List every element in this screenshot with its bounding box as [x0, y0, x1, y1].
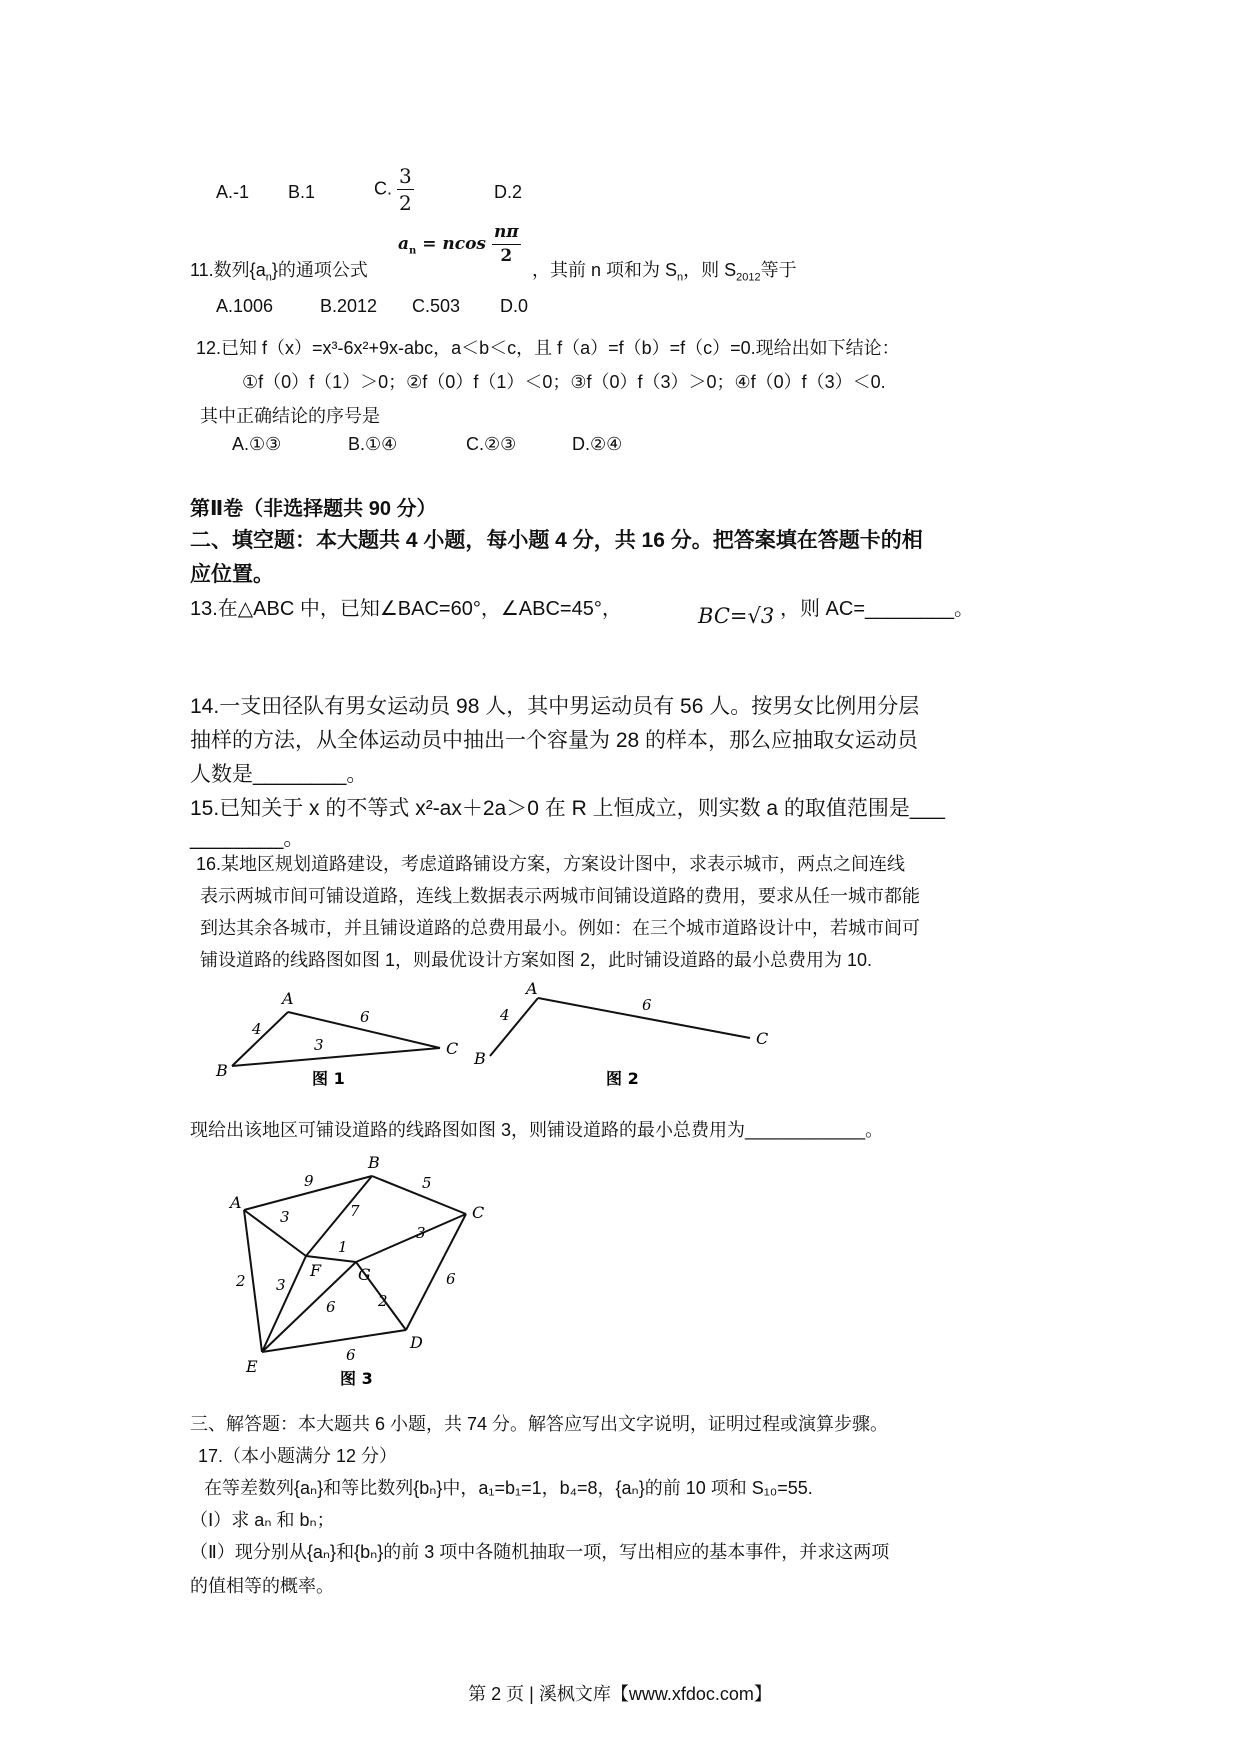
q11-stem: [190, 256, 368, 284]
fraction-denominator: 2: [399, 191, 412, 215]
fig3-weight-ab: 9: [304, 1172, 314, 1190]
q11-sub-n: n: [265, 271, 272, 284]
q12-option-a: A.①③: [232, 434, 282, 454]
q14-line1: 14.一支田径队有男女运动员 98 人，其中男运动员有 56 人。按男女比例用分层: [190, 695, 920, 718]
q11-end: 等于: [760, 260, 797, 280]
q10-option-b: B.1: [288, 182, 316, 202]
fraction-numerator: 3: [399, 164, 412, 188]
q11-formula-lhs: a: [398, 234, 410, 254]
fig3-edge-ae: [244, 1210, 262, 1352]
fig3-weight-eg: 6: [326, 1298, 336, 1316]
fig2-weight-ac: 6: [642, 996, 652, 1014]
q16-after: 现给出该地区可铺设道路的线路图如图 3，则铺设道路的最小总费用为____________。: [190, 1120, 884, 1140]
fig3-caption: 图 3: [340, 1369, 373, 1388]
q11-mid: }的通项公式: [271, 260, 368, 280]
fig2-label-a: A: [526, 980, 538, 998]
fig3-weight-gd: 2: [378, 1292, 388, 1310]
fig3-weight-af: 3: [280, 1208, 290, 1226]
fig1-label-b: B: [216, 1061, 228, 1080]
fig1-weight-ac: 6: [360, 1008, 370, 1026]
q10-option-a: A.-1: [216, 182, 250, 202]
q11-formula: [398, 224, 521, 265]
q12-line1: 12.已知 f（x）=x³-6x²+9x-abc，a＜b＜c，且 f（a）=f（b）=f（c）=0.现给出如下结论：: [196, 338, 900, 358]
fig1-weight-ab: 4: [252, 1020, 262, 1038]
fig3-node-f: F: [310, 1261, 322, 1280]
q11-after2: ，则 S: [683, 260, 737, 280]
fig3-weight-ed: 6: [346, 1346, 356, 1364]
q12-option-c: C.②③: [466, 434, 517, 454]
q17-part1: （Ⅰ）求 aₙ 和 bₙ；: [190, 1510, 335, 1530]
q17-line1: 在等差数列{aₙ}和等比数列{bₙ}中，a₁=b₁=1，b₄=8，{aₙ}的前 10 项和 S₁₀=55.: [204, 1478, 813, 1498]
q13-formula: BC=√3: [698, 604, 775, 628]
fig3-edge-ed: [262, 1330, 406, 1352]
q12-option-d: D.②④: [572, 434, 623, 454]
fig1-label-c: C: [446, 1039, 459, 1058]
fig2-edge-ab: [490, 998, 538, 1056]
fig3-node-d: D: [410, 1333, 423, 1352]
q10-option-c-fraction: [397, 166, 414, 213]
q16-line2: 表示两城市间可铺设道路，连线上数据表示两城市间铺设道路的费用，要求从任一城市都能: [200, 886, 920, 906]
q12-line2: ①f（0）f（1）＞0；②f（0）f（1）＜0；③f（0）f（3）＞0；④f（0）f（3）＜0.: [242, 372, 886, 392]
fig3-weight-bf: 7: [350, 1202, 360, 1220]
q10-option-c: [374, 166, 414, 213]
q17-part2-line2: 的值相等的概率。: [190, 1576, 334, 1596]
fig3-weight-cd: 6: [446, 1270, 456, 1288]
q11-formula-eq: = ncos: [422, 234, 487, 254]
page-footer: 第 2 页 | 溪枫文库【www.xfdoc.com】: [468, 1684, 772, 1704]
q17-title: 17.（本小题满分 12 分）: [198, 1446, 398, 1466]
q15-line1: 15.已知关于 x 的不等式 x²-ax＋2a＞0 在 R 上恒成立，则实数 a 的取值范围是___: [190, 797, 945, 820]
q13-end: ，则 AC=________。: [780, 598, 975, 620]
fig3-node-a: A: [230, 1193, 242, 1212]
fraction-numerator: nπ: [492, 224, 521, 245]
fig3-node-g: G: [358, 1265, 371, 1284]
fig2: [473, 980, 768, 1088]
fig3-weight-ae: 2: [236, 1272, 246, 1290]
q12-option-b: B.①④: [348, 434, 398, 454]
fig3-weight-gc: 3: [416, 1224, 426, 1242]
fig1-fig2-diagram: [190, 980, 810, 1100]
q11-option-c: C.503: [412, 296, 461, 316]
q11-stem-end: [532, 256, 797, 284]
fig3-node-b: B: [368, 1153, 380, 1172]
fig1-label-a: A: [282, 989, 294, 1008]
q16-line4: 铺设道路的线路图如图 1，则最优设计方案如图 2，此时铺设道路的最小总费用为 10.: [200, 950, 873, 970]
fig1-edge-bc: [232, 1048, 440, 1066]
section2-heading-line1: 二、填空题：本大题共 4 小题，每小题 4 分，共 16 分。把答案填在答题卡的相: [190, 529, 923, 552]
fig2-caption: 图 2: [606, 1069, 639, 1088]
q13-text: 13.在△ABC 中，已知∠BAC=60°，∠ABC=45°，: [190, 598, 622, 620]
fig3-node-c: C: [472, 1203, 485, 1222]
fig3-edge-ef: [262, 1256, 306, 1352]
q11-formula-lhs-sub: n: [409, 245, 417, 257]
q16-line1: 16.某地区规划道路建设，考虑道路铺设方案，方案设计图中，求表示城市，两点之间连线: [196, 854, 906, 874]
fig2-weight-ab: 4: [500, 1006, 510, 1024]
q10-option-c-prefix: C.: [374, 178, 392, 199]
q11-s-sub: 2012: [736, 271, 761, 284]
q10-option-d: D.2: [494, 182, 523, 202]
fig3-weight-ef: 3: [276, 1276, 286, 1294]
fig3-weight-bc: 5: [422, 1174, 432, 1192]
fig3-edge-bc: [372, 1176, 466, 1214]
fig3-node-e: E: [246, 1357, 258, 1376]
fig1-caption: 图 1: [312, 1069, 345, 1088]
q17-part2-line1: （Ⅱ）现分别从{aₙ}和{bₙ}的前 3 项中各随机抽取一项，写出相应的基本事件，并求这两项: [190, 1542, 890, 1562]
q11-after-sub: n: [677, 271, 684, 284]
section2-title: 第Ⅱ卷（非选择题共 90 分）: [190, 498, 437, 520]
q11-option-a: A.1006: [216, 296, 274, 316]
q11-formula-fraction: [492, 224, 521, 265]
q11-prefix: 11.数列{a: [190, 260, 266, 280]
fig3-edge-cd: [406, 1214, 466, 1330]
fig1-weight-bc: 3: [314, 1036, 324, 1054]
q14-line3: 人数是________。: [190, 763, 368, 786]
q11-after: ，其前 n 项和为 S: [532, 260, 678, 280]
q16-line3: 到达其余各城市，并且铺设道路的总费用最小。例如：在三个城市道路设计中，若城市间可: [200, 918, 920, 938]
fig2-label-b: B: [474, 1049, 486, 1068]
q11-option-b: B.2012: [320, 296, 378, 316]
fraction-denominator: 2: [500, 246, 513, 266]
section3-heading: 三、解答题：本大题共 6 小题，共 74 分。解答应写出文字说明，证明过程或演算步骤。: [190, 1414, 889, 1434]
fig1: [215, 989, 458, 1088]
fig3-weight-fg: 1: [338, 1238, 348, 1256]
q15-line2: ________。: [190, 827, 305, 850]
fig3-edge-gc: [356, 1214, 466, 1262]
fig3-edge-af: [244, 1210, 306, 1256]
fig2-label-c: C: [756, 1029, 769, 1048]
section2-heading-line2: 应位置。: [190, 563, 274, 586]
q14-line2: 抽样的方法，从全体运动员中抽出一个容量为 28 的样本，那么应抽取女运动员: [190, 729, 919, 752]
q12-line3: 其中正确结论的序号是: [200, 406, 380, 426]
fig3-diagram: [210, 1150, 500, 1390]
q11-option-d: D.0: [500, 296, 529, 316]
